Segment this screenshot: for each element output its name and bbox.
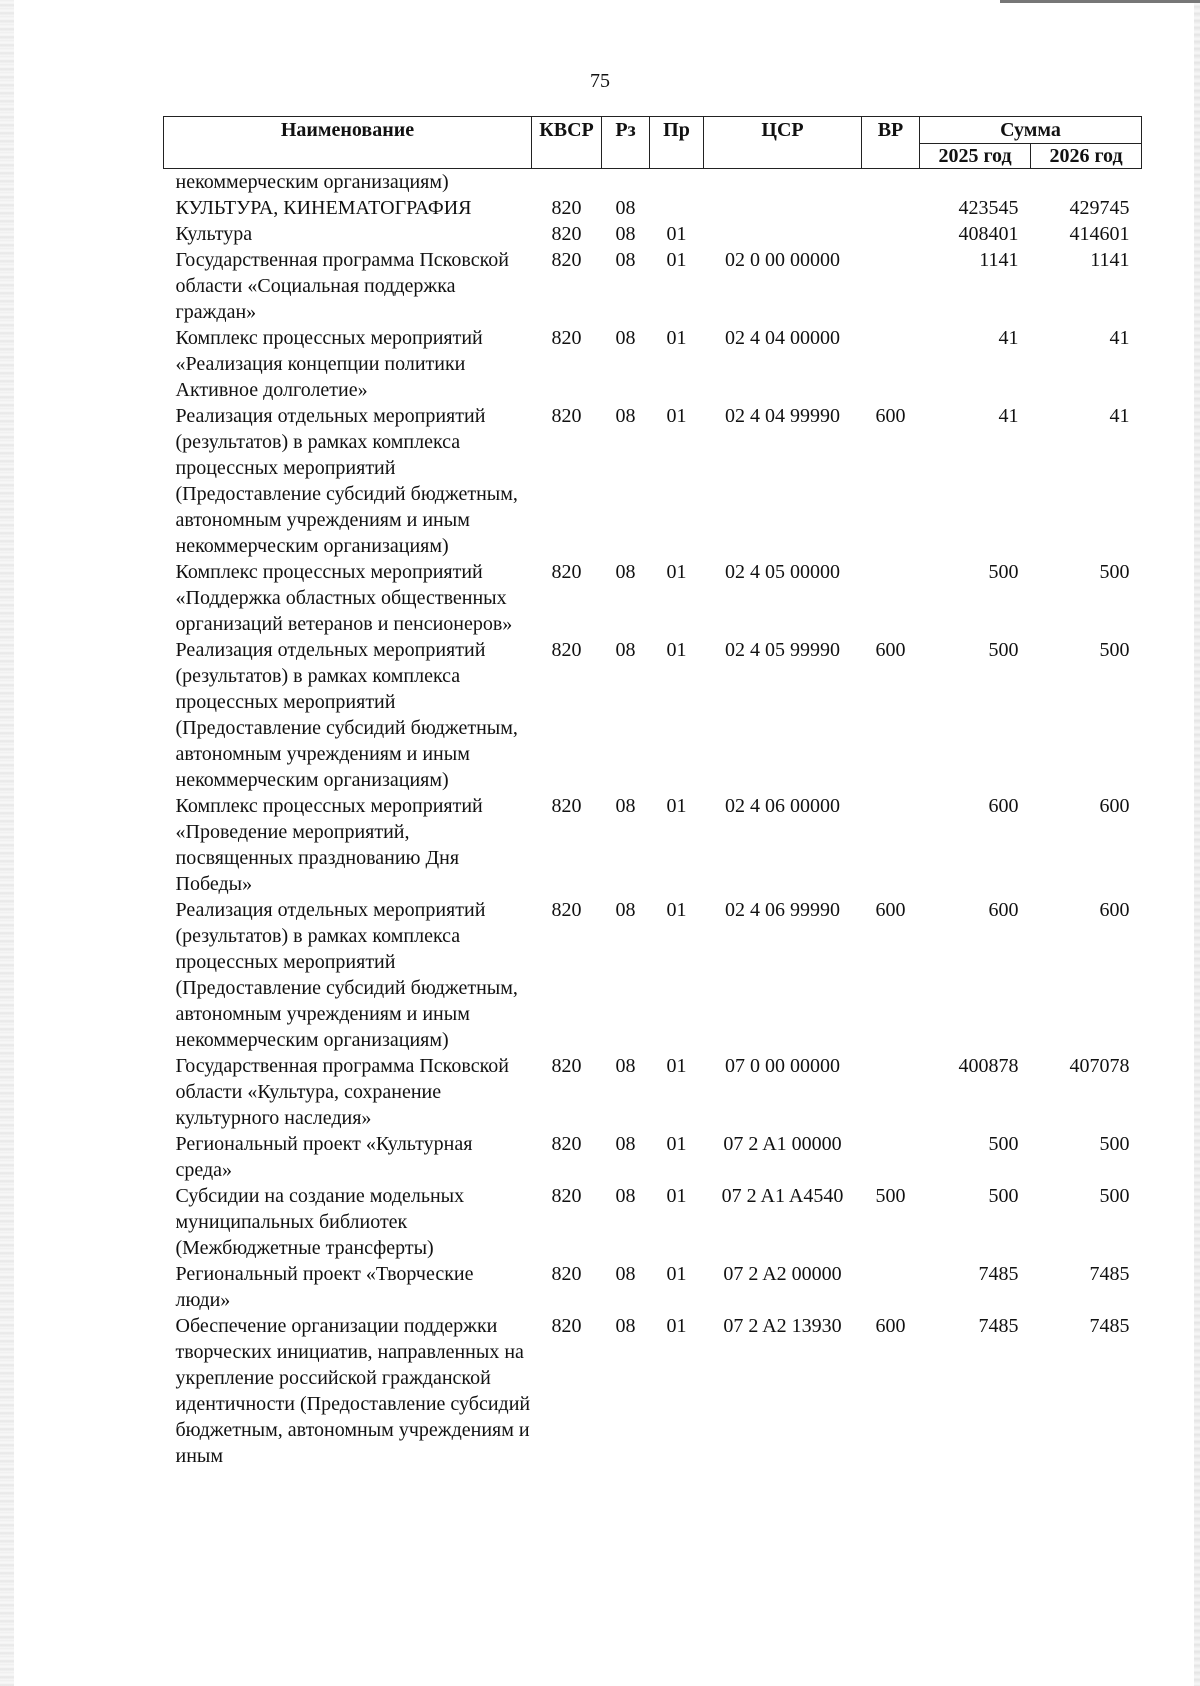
cell-2026: 600 [1099, 899, 1130, 921]
cell-csr: 02 4 04 99990 [725, 405, 840, 427]
cell-csr: 02 4 06 99990 [725, 899, 840, 921]
cell-csr: 07 2 A1 00000 [723, 1133, 842, 1155]
table-row [164, 559, 1142, 637]
cell-vr [862, 793, 920, 897]
cell-vr: 600 [875, 639, 906, 661]
scan-corner-line [1000, 0, 1200, 3]
cell-name: некоммерческим организациям) [175, 171, 449, 193]
cell-name: КУЛЬТУРА, КИНЕМАТОГРАФИЯ [175, 197, 472, 219]
cell-pr: 01 [666, 795, 687, 817]
cell-2025: 7485 [978, 1315, 1019, 1337]
cell-pr [650, 169, 704, 196]
table-row [164, 403, 1142, 559]
table-row [164, 1313, 1142, 1469]
header-name: Наименование [164, 117, 532, 169]
cell-2026 [1031, 169, 1142, 196]
cell-rz: 08 [615, 405, 636, 427]
cell-name: Региональный проект «Культурная среда» [175, 1133, 473, 1181]
cell-rz [602, 169, 650, 196]
cell-name: Обеспечение организации поддержки творческих инициатив, направленных на укрепление российской гражданской идентичности (Предоставление субсидий бюджетным, автономным учреждениям и иным [175, 1315, 531, 1467]
cell-rz: 08 [615, 1263, 636, 1285]
cell-2025: 500 [988, 561, 1019, 583]
table-row [164, 793, 1142, 897]
cell-2025: 500 [988, 639, 1019, 661]
cell-vr [862, 221, 920, 247]
cell-csr [704, 169, 862, 196]
cell-rz: 08 [615, 1133, 636, 1155]
header-year-2025: 2025 год [920, 144, 1031, 169]
cell-csr: 02 4 06 00000 [725, 795, 840, 817]
cell-vr [862, 169, 920, 196]
budget-table [163, 116, 1142, 1469]
table-row [164, 195, 1142, 221]
cell-vr [862, 1053, 920, 1131]
cell-pr: 01 [666, 1263, 687, 1285]
cell-pr: 01 [666, 899, 687, 921]
cell-2026: 500 [1099, 1185, 1130, 1207]
cell-2026: 407078 [1069, 1055, 1130, 1077]
cell-kvsr [532, 169, 602, 196]
cell-2025: 600 [988, 795, 1019, 817]
cell-name: Субсидии на создание модельных муниципальных библиотек (Межбюджетные трансферты) [175, 1185, 465, 1259]
cell-2025: 600 [988, 899, 1019, 921]
cell-kvsr: 820 [551, 561, 582, 583]
cell-name: Региональный проект «Творческие люди» [175, 1263, 474, 1311]
cell-csr: 02 4 05 00000 [725, 561, 840, 583]
cell-pr: 01 [666, 639, 687, 661]
cell-name: Комплекс процессных мероприятий «Реализация концепции политики Активное долголетие» [175, 327, 483, 401]
cell-csr: 02 4 05 99990 [725, 639, 840, 661]
header-year-2026: 2026 год [1031, 144, 1142, 169]
header-pr: Пр [650, 117, 704, 169]
cell-2026: 429745 [1069, 197, 1130, 219]
cell-rz: 08 [615, 1185, 636, 1207]
cell-name: Реализация отдельных мероприятий (результатов) в рамках комплекса процессных мероприятий (Предоставление субсидий бюджетным, автономным учреждениям и иным некоммерческим организациям) [175, 405, 518, 557]
cell-name: Государственная программа Псковской области «Социальная поддержка граждан» [175, 249, 509, 323]
cell-vr: 500 [875, 1185, 906, 1207]
cell-kvsr: 820 [551, 1263, 582, 1285]
cell-rz: 08 [615, 561, 636, 583]
cell-rz: 08 [615, 899, 636, 921]
cell-csr: 07 2 A1 A4540 [721, 1185, 844, 1207]
cell-name: Государственная программа Псковской области «Культура, сохранение культурного наследия» [175, 1055, 509, 1129]
cell-kvsr: 820 [551, 327, 582, 349]
cell-csr [704, 221, 862, 247]
cell-kvsr: 820 [551, 1315, 582, 1337]
cell-name: Реализация отдельных мероприятий (результатов) в рамках комплекса процессных мероприятий (Предоставление субсидий бюджетным, автономным учреждениям и иным некоммерческим организациям) [175, 899, 518, 1051]
table-row [164, 247, 1142, 325]
cell-kvsr: 820 [551, 197, 582, 219]
cell-rz: 08 [615, 249, 636, 271]
cell-2025: 1141 [979, 249, 1019, 271]
cell-pr [650, 195, 704, 221]
cell-2026: 600 [1099, 795, 1130, 817]
cell-rz: 08 [615, 1315, 636, 1337]
cell-name: Культура [175, 223, 253, 245]
page-number: 75 [590, 70, 610, 92]
cell-2025: 400878 [958, 1055, 1019, 1077]
cell-csr: 07 0 00 00000 [725, 1055, 840, 1077]
header-vr: ВР [862, 117, 920, 169]
cell-name: Комплекс процессных мероприятий «Проведение мероприятий, посвященных празднованию Дня Победы» [175, 795, 483, 895]
cell-csr [704, 195, 862, 221]
header-csr: ЦСР [704, 117, 862, 169]
table-row [164, 325, 1142, 403]
cell-2025: 408401 [958, 223, 1019, 245]
cell-pr: 01 [666, 249, 687, 271]
cell-2026: 7485 [1089, 1263, 1130, 1285]
cell-2026: 500 [1099, 639, 1130, 661]
cell-rz: 08 [615, 639, 636, 661]
cell-pr: 01 [666, 561, 687, 583]
cell-2025: 41 [998, 405, 1019, 427]
cell-vr [862, 1131, 920, 1183]
table-row [164, 169, 1142, 196]
cell-vr: 600 [875, 899, 906, 921]
cell-kvsr: 820 [551, 405, 582, 427]
cell-vr [862, 1261, 920, 1313]
cell-2025: 41 [998, 327, 1019, 349]
cell-2026: 41 [1109, 405, 1130, 427]
cell-vr [862, 559, 920, 637]
cell-kvsr: 820 [551, 1185, 582, 1207]
cell-kvsr: 820 [551, 249, 582, 271]
table-row [164, 1261, 1142, 1313]
cell-kvsr: 820 [551, 1133, 582, 1155]
cell-pr: 01 [666, 223, 687, 245]
table-row [164, 637, 1142, 793]
cell-kvsr: 820 [551, 639, 582, 661]
table-row [164, 897, 1142, 1053]
header-sum: Сумма [920, 117, 1142, 144]
cell-kvsr: 820 [551, 899, 582, 921]
cell-name: Комплекс процессных мероприятий «Поддержка областных общественных организаций ветеранов и пенсионеров» [175, 561, 513, 635]
cell-pr: 01 [666, 1055, 687, 1077]
table-row [164, 1053, 1142, 1131]
scan-edge-right [1194, 0, 1200, 1686]
cell-rz: 08 [615, 795, 636, 817]
cell-rz: 08 [615, 197, 636, 219]
cell-pr: 01 [666, 327, 687, 349]
cell-2026: 500 [1099, 1133, 1130, 1155]
cell-2025: 7485 [978, 1263, 1019, 1285]
cell-rz: 08 [615, 1055, 636, 1077]
cell-rz: 08 [615, 327, 636, 349]
table-row [164, 1183, 1142, 1261]
cell-kvsr: 820 [551, 1055, 582, 1077]
cell-vr: 600 [875, 1315, 906, 1337]
cell-vr: 600 [875, 405, 906, 427]
cell-2026: 1141 [1090, 249, 1130, 271]
cell-vr [862, 247, 920, 325]
cell-2026: 414601 [1069, 223, 1130, 245]
cell-vr [862, 325, 920, 403]
cell-rz: 08 [615, 223, 636, 245]
cell-kvsr: 820 [551, 795, 582, 817]
cell-2026: 500 [1099, 561, 1130, 583]
header-rz: Рз [602, 117, 650, 169]
cell-2025: 500 [988, 1185, 1019, 1207]
cell-kvsr: 820 [551, 223, 582, 245]
cell-2025: 500 [988, 1133, 1019, 1155]
cell-pr: 01 [666, 1133, 687, 1155]
table-row [164, 1131, 1142, 1183]
cell-csr: 07 2 A2 13930 [723, 1315, 842, 1337]
cell-pr: 01 [666, 1315, 687, 1337]
cell-2026: 41 [1109, 327, 1130, 349]
cell-csr: 02 4 04 00000 [725, 327, 840, 349]
cell-vr [862, 195, 920, 221]
header-kvsr: КВСР [532, 117, 602, 169]
cell-csr: 02 0 00 00000 [725, 249, 840, 271]
cell-pr: 01 [666, 405, 687, 427]
cell-2025 [920, 169, 1031, 196]
scan-edge-left [0, 0, 14, 1686]
cell-csr: 07 2 A2 00000 [723, 1263, 842, 1285]
table-row [164, 221, 1142, 247]
cell-2025: 423545 [958, 197, 1019, 219]
table-body [164, 169, 1142, 1470]
cell-name: Реализация отдельных мероприятий (результатов) в рамках комплекса процессных мероприятий (Предоставление субсидий бюджетным, автономным учреждениям и иным некоммерческим организациям) [175, 639, 518, 791]
cell-2026: 7485 [1089, 1315, 1130, 1337]
cell-pr: 01 [666, 1185, 687, 1207]
